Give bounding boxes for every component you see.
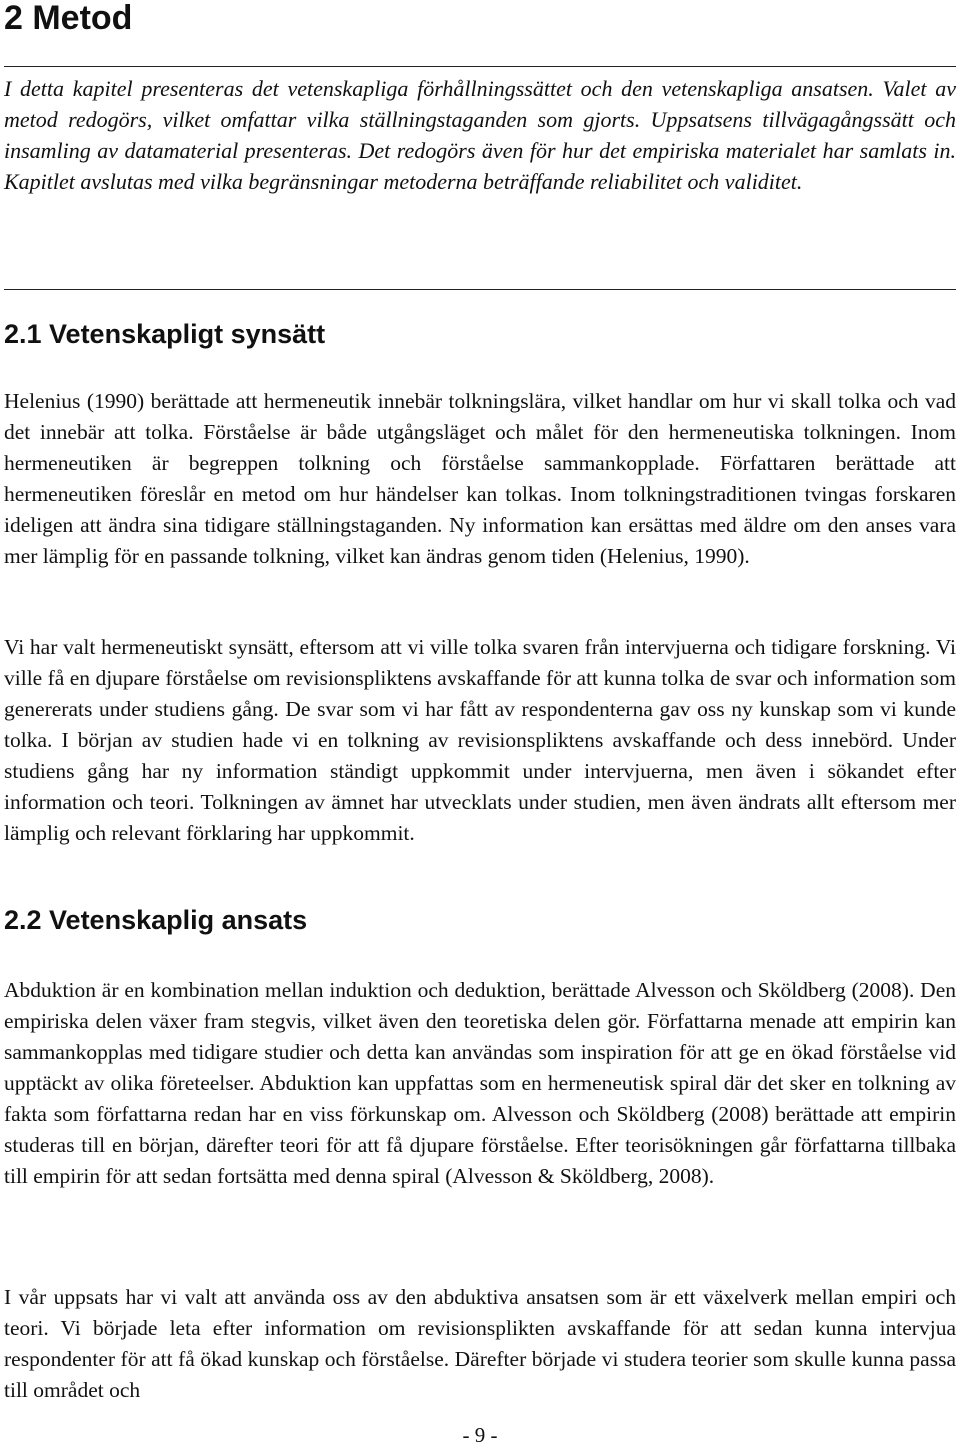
chapter-abstract: I detta kapitel presenteras det vetenskapliga förhållningssättet och den vetenskapliga ansatsen. Valet av metod redogörs, vilket omfattar vilka ställningstaganden som gjorts. Uppsatsens tillvägagångssätt och insamling av datamaterial presenteras. Det redogörs även för hur det empiriska materialet har samlats in. Kapitlet avslutas med vilka begränsningar metoderna beträffande reliabilitet och validitet. — [4, 76, 956, 194]
paragraph-2-1-b: Vi har valt hermeneutiskt synsätt, eftersom att vi ville tolka svaren från intervjuerna och tidigare forskning. Vi ville få en djupare förståelse om revisionspliktens avskaffande för att kunna tolka de svar och information som genererats under studiens gång. De svar som vi har fått av respondenterna gav oss ny kunskap som vi kunde tolka. I början av studien hade vi en tolkning av revisionspliktens avskaffande och dess innebörd. Under studiens gång har ny information ständigt uppkommit under intervjuerna, men även i sökandet efter information och teori. Tolkningen av ämnet har utvecklats under studien, men även ändrats allt eftersom mer lämplig och relevant förklaring har uppkommit. — [4, 635, 956, 845]
page-number: - 9 - — [462, 1423, 498, 1447]
rule-bottom — [4, 289, 956, 290]
paragraph-2-2-a: Abduktion är en kombination mellan induktion och deduktion, berättade Alvesson och Sköldberg (2008). Den empiriska delen växer fram stegvis, vilket även den teoretiska delen gör. Författarna menade att empirin kan sammankopplas med tidigare studier och detta kan användas som inspiration för att ge en ökad förståelse vid upptäckt av olika företeelser. Abduktion kan uppfattas som en hermeneutisk spiral där det sker en tolkning av fakta som författarna redan har en viss förkunskap om. Alvesson och Sköldberg (2008) berättade att empirin studeras till en början, därefter teori för att få djupare förståelse. Efter teorisökningen går författarna tillbaka till empirin för att sedan fortsätta med denna spiral (Alvesson & Sköldberg, 2008). — [4, 978, 956, 1188]
section-heading-2-1: 2.1 Vetenskapligt synsätt — [4, 319, 326, 349]
chapter-title: 2 Metod — [4, 0, 133, 37]
paragraph-2-2-b: I vår uppsats har vi valt att använda oss av den abduktiva ansatsen som är ett växelverk mellan empiri och teori. Vi började leta efter information om revisionsplikten avskaffande för att sedan kunna intervjua respondenter för att få ökad kunskap och förståelse. Därefter började vi studera teorier som skulle kunna passa till området och — [4, 1285, 956, 1402]
rule-top — [4, 66, 956, 67]
paragraph-2-1-a: Helenius (1990) berättade att hermeneutik innebär tolkningslära, vilket handlar om hur vi skall tolka och vad det innebär att tolka. Förståelse är både utgångsläget och målet för den hermeneutiska tolkningen. Inom hermeneutiken är begreppen tolkning och förståelse sammankopplade. Författaren berättade att hermeneutiken föreslår en metod om hur händelser kan tolkas. Inom tolkningstraditionen tvingas forskaren ideligen att ändra sina tidigare ställningstaganden. Ny information kan ersättas med äldre om den anses vara mer lämplig för en passande tolkning, vilket kan ändras genom tiden (Helenius, 1990). — [4, 389, 956, 568]
section-heading-2-2: 2.2 Vetenskaplig ansats — [4, 905, 308, 935]
